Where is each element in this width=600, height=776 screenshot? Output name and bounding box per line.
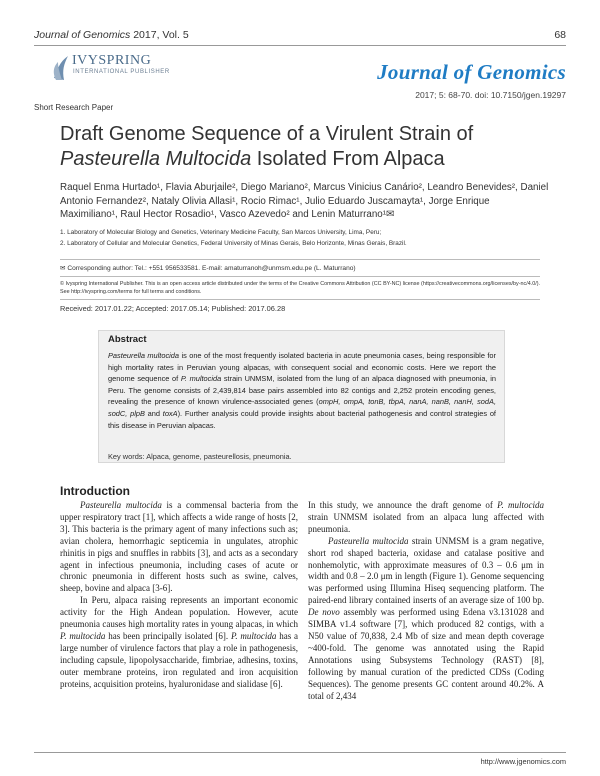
license-text: © Ivyspring International Publisher. This is an open access article distributed under the terms of the Creative Commons Attribution (CC BY-NC) license (https://creativecommons.org/licenses/by-nc/4.0/). See http://ivyspring.com/terms for full terms and conditions. (60, 281, 540, 295)
journal-logo-text: Journal of Genomics (377, 60, 566, 84)
affiliation-2: 2. Laboratory of Cellular and Molecular Genetics, Federal University of Minas Gerais, Belo Horizonte, Minas Gerais, Brazil. (60, 240, 407, 247)
paper-type: Short Research Paper (34, 103, 114, 112)
footer-divider (34, 752, 566, 753)
publication-dates: Received: 2017.01.22; Accepted: 2017.05.14; Published: 2017.06.28 (60, 304, 286, 313)
citation: 2017; 5: 68-70. doi: 10.7150/jgen.19297 (415, 90, 566, 100)
keywords: Key words: Alpaca, genome, pasteurellosis, pneumonia. (108, 452, 292, 461)
page-number: 68 (554, 29, 566, 41)
affiliations (60, 227, 550, 249)
divider (60, 259, 540, 260)
abstract-text: Pasteurella multocida is one of the most frequently isolated bacteria in acute pneumonia cases, being responsible for high mortality rates in Peruvian young alpacas, with consequent social and economic costs. Here we report the genome sequence of P. multocida strain UNMSM, isolated from the lung of an alpaca diagnosed with pneumonia, in Peru. The genome consists of 2,439,814 base pairs assembled into 82 contigs and 2,252 protein encoding genes, revealing the presence of known virulence-associated genes (ompH, ompA, tonB, tbpA, nanA, nanB, nanH, sodA, sodC, plpB and toxA). Further analysis could provide insights about bacterial pathogenesis and control strategies of this disease in Peruvian alpacas. (108, 351, 496, 430)
author-list: Raquel Enma Hurtado¹, Flavia Aburjaile², Diego Mariano², Marcus Vinicius Canário², Leandro Benevides², Daniel Antonio Fernandez², Nataly Olivia Allasi¹, Rocio Rimac¹, Julio Eduardo Juscamayta¹, Jorge Enrique Maximiliano¹, Raul Hector Rosadio¹, Vasco Azevedo² and Lenin Maturrano¹✉ (60, 182, 549, 220)
paragraph: Pasteurella multocida strain UNMSM is a gram negative, short rod shaped bacteria, oxidase and catalase positive and nonhemolytic, with approximate measures of 0.3 – 0.6 μm in width and 0.8 – 2.0 μm in length (Figure 1). Genome sequencing was performed using Illumina Hiseq sequencing platform. The paired-end library contained inserts of an average size of 100 bp. De novo assembly was performed using Edena v3.131028 and SIMBA v1.4 software [7], which produced 82 contigs, with a N50 value of 70,838, 2.4 Mb of size and mean depth coverage ~400-fold. The genome was annotated using the Rapid Annotations using Subsystems Technology (RAST) [8], following by manual curation of the predicted CDSs (Coding Sequences). The genome presents GC content around 40.2%. A total of 2,434 (308, 535, 544, 701)
paper-title: Draft Genome Sequence of a Virulent Strain of Pasteurella Multocida Isolated From Alpaca (60, 123, 474, 170)
publisher-subtitle: INTERNATIONAL PUBLISHER (73, 69, 170, 75)
paragraph: In this study, we announce the draft genome of P. multocida strain UNMSM isolated from an alpaca lung affected with pneumonia. (308, 500, 544, 534)
publisher-name: IVYSPRING (72, 53, 152, 68)
header-divider (34, 45, 566, 46)
affiliation-1: 1. Laboratory of Molecular Biology and Genetics, Veterinary Medicine Faculty, San Marcos University, Lima, Peru; (60, 229, 382, 236)
running-header-journal: Journal of Genomics 2017, Vol. 5 (34, 29, 189, 41)
divider (60, 299, 540, 300)
divider (60, 276, 540, 277)
body-column-right (308, 500, 544, 702)
footer-url[interactable]: http://www.jgenomics.com (480, 757, 566, 766)
section-heading-introduction: Introduction (60, 484, 130, 498)
paragraph: Pasteurella multocida is a commensal bacteria from the upper respiratory tract [1], which affects a wide range of hosts [2, 3]. This bacteria is the primary agent of many infections such as; avian cholera, hemorrhagic septicemia in ungulates, atrophic rhinitis in pigs and snuffles in rabbits [3], and acts as a secondary agent in infectious pneumonia, including cases of acute or chronic pneumonia in different hosts such as swine, calves, sheep, bovine and alpaca [3-6]. (60, 500, 299, 594)
corresponding-author: ✉ Corresponding author: Tel.: +551 956533581. E-mail: amaturranoh@unmsm.edu.pe (L. Maturrano) (60, 265, 356, 272)
paragraph: In Peru, alpaca raising represents an important economic activity for the High Andean population. However, acute pneumonia causes high mortality rates in young alpacas, in which P. multocida has been principally isolated [6]. P. multocida has a large number of virulence factors that play a role in pathogenesis, including capsule, lipopolysaccharide, fimbriae, adhesins, toxins, outer membrane proteins, iron regulated and iron acquisition proteins, acquisition proteins, hyaluronidase and sialidase [6]. (60, 595, 299, 689)
body-column-left (60, 500, 298, 691)
abstract-heading: Abstract (108, 334, 147, 345)
